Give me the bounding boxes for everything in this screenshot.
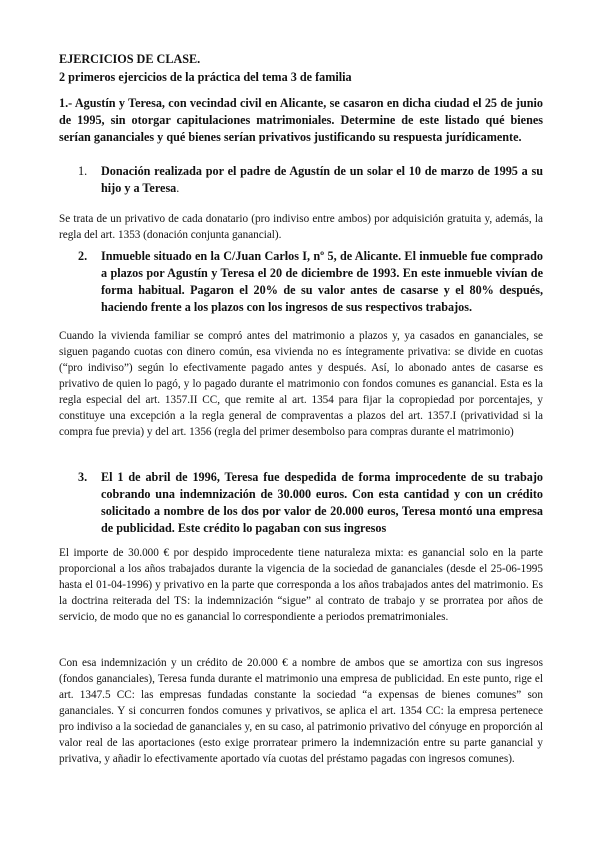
exercise-statement: 1.- Agustín y Teresa, con vecindad civil en Alicante, se casaron en dicha ciudad el 25 de junio de 1995, sin otorgar capitulaciones matrimoniales. Determine de este listado qué bienes serían gananciales y qué bienes serían privativos justificando su respuesta jurídicamente. [59,96,543,144]
list-item-number: 3. [78,470,88,484]
list-item-text: El 1 de abril de 1996, Teresa fue despedida de forma improcedente de su trabajo cobrando una indemnización de 30.000 euros. Con esta cantidad y con un crédito solicitado a nombre de los dos por valor de 20.000 euros, Teresa montó una empresa de publicidad. Este crédito lo pagaban con sus ingresos [101,470,543,535]
list-item-number: 1. [78,164,88,178]
list-item-1 [78,163,543,197]
list-item-text: Inmueble situado en la C/Juan Carlos I, nº 5, de Alicante. El inmueble fue comprado a plazos por Agustín y Teresa el 20 de diciembre de 1993. En este inmueble vivían de forma habitual. Pagaron el 20% de su valor antes de casarse y el 80% después, haciendo frente a los plazos con los ingresos de sus respectivos trabajos. [101,249,543,314]
document-header [59,50,549,86]
answer-paragraph-3: El importe de 30.000 € por despido improcedente tiene naturaleza mixta: es ganancial solo en la parte proporcional a los años trabajados durante la vigencia de la sociedad de gananciales (desde el 25-06-1995 hasta el 01-04-1996) y privativo en la parte que corresponda a los años trabajados antes del matrimonio. Es la doctrina reiterada del TS: la indemnización “sigue” al contrato de trabajo y se prorratea por años de servicio, de modo que no es ganancial lo correspondiente a periodos prematrimoniales. [59,547,543,623]
document-title: EJERCICIOS DE CLASE. [59,52,201,66]
answer-paragraph-1: Se trata de un privativo de cada donatario (pro indiviso entre ambos) por adquisición gratuita y, además, la regla del art. 1353 (donación conjunta ganancial). [59,213,543,241]
answer-paragraph-4: Con esa indemnización y un crédito de 20.000 € a nombre de ambos que se amortiza con sus ingresos (fondos gananciales), Teresa funda durante el matrimonio una empresa de publicidad. En este punto, rige el art. 1347.5 CC: las empresas fundadas constante la sociedad “a expensas de bienes comunes” son gananciales. Y si concurren fondos comunes y privativos, se aplica el art. 1354 CC: la empresa pertenece pro indiviso a la sociedad de gananciales y, en su caso, al patrimonio privativo del cónyuge en proporción al valor real de las aportaciones (esto exige prorratear primero la indemnización entre su parte ganancial y privativa, y añadir lo efectivamente aportado vía cuotas del préstamo pagadas con ingresos comunes). [59,657,543,765]
answer-paragraph-2: Cuando la vivienda familiar se compró antes del matrimonio a plazos y, ya casados en gananciales, se siguen pagando cuotas con dinero común, esa vivienda no es íntegramente privativa: se divide en cuotas (“pro indiviso”) según lo efectivamente pagado antes y después. Así, lo abonado antes de casarse es privativo de quien lo pagó, y lo pagado durante el matrimonio con fondos comunes es ganancial. Esta es la regla especial del art. 1357.II CC, que remite al art. 1354 para fijar la copropiedad por porcentajes, y constituye una excepción a la regla general de compraventas a plazos del art. 1357.I (privatividad si la compra fue previa) y del art. 1356 (regla del primer desembolso para compras durante el matrimonio) [59,330,543,438]
list-item-2 [78,248,543,316]
document-subtitle: 2 primeros ejercicios de la práctica del tema 3 de familia [59,70,352,84]
list-item-number: 2. [78,249,88,263]
list-item-text: Donación realizada por el padre de Agustín de un solar el 10 de marzo de 1995 a su hijo y a Teresa. [101,164,543,195]
list-item-3 [78,469,543,537]
